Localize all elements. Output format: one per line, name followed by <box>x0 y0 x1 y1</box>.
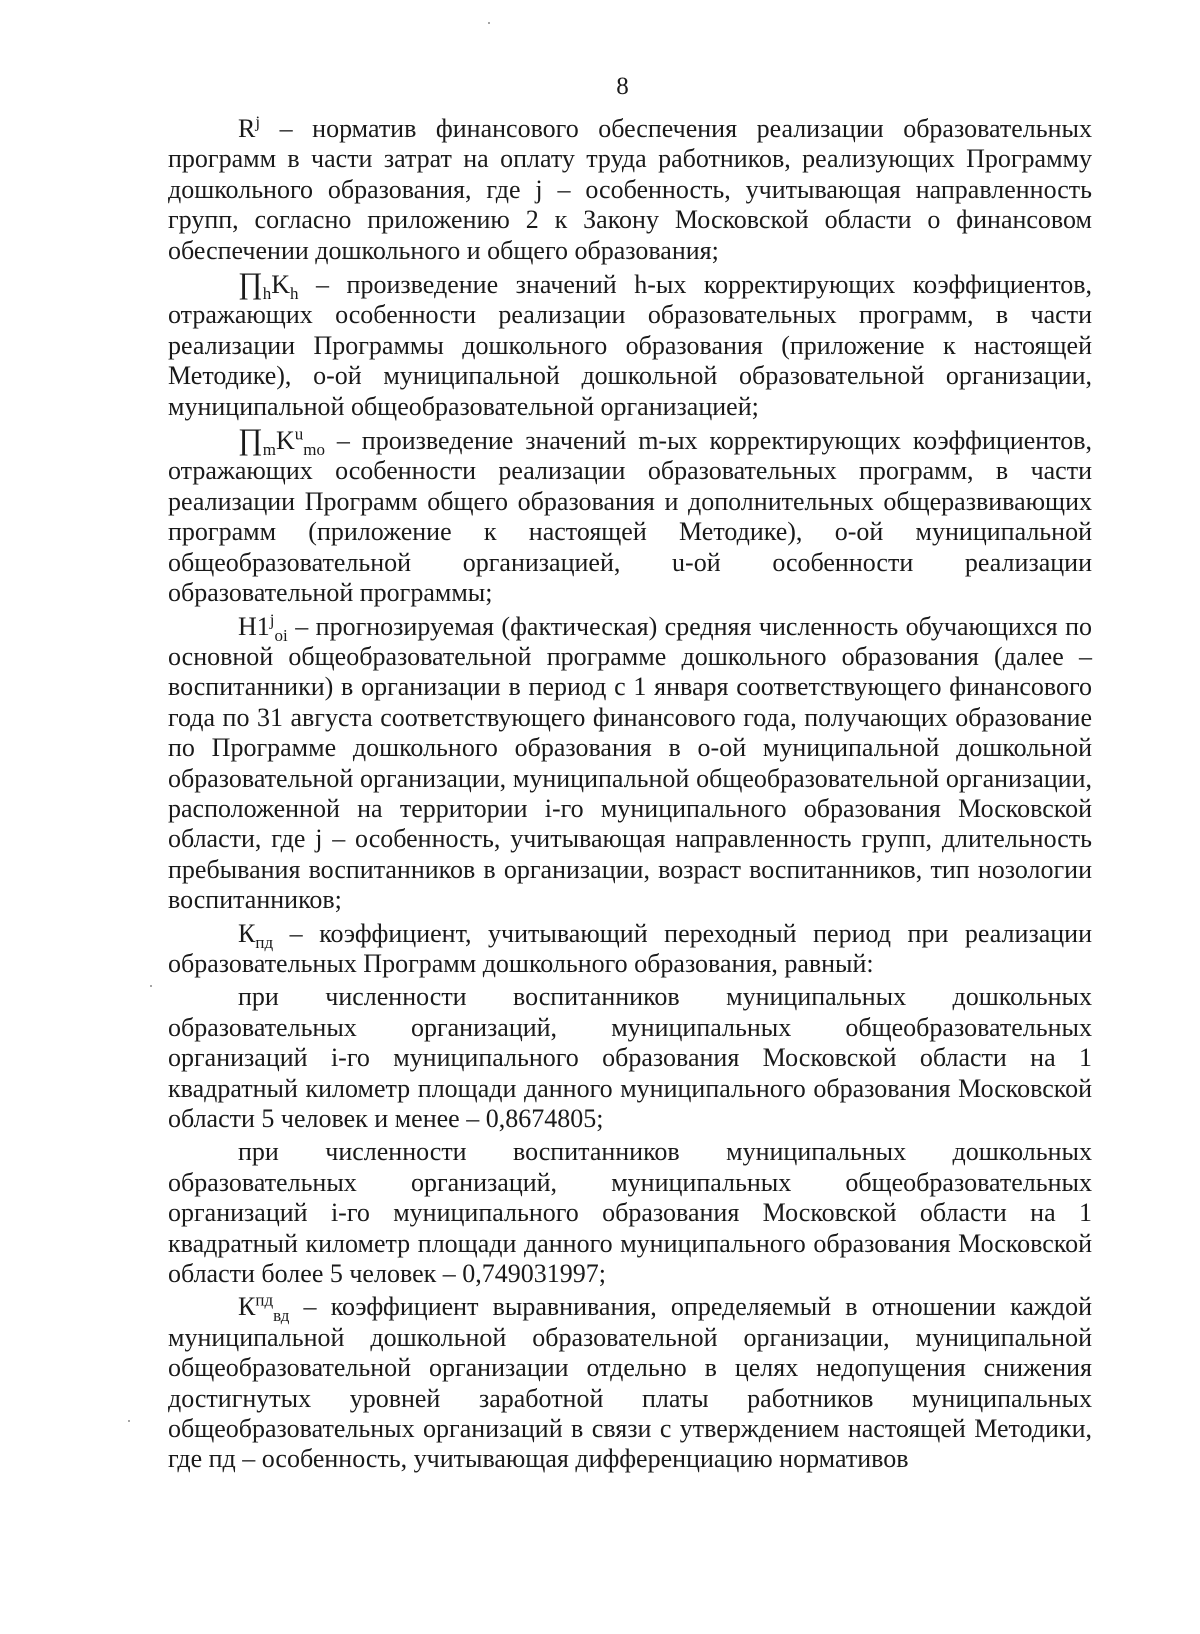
paragraph-text: – коэффициент выравнивания, определяемый в отношении каждой муниципальной дошкольной образовательной организации, муниципальной общеобразовательной организации отдельно в целях недопущения снижения достигнутых уровней заработной платы работников муниципальных общеобразовательных организаций в связи с утверждением настоящей Методики, где пд – особенность, учитывающая дифференциацию нормативов <box>168 1292 1092 1474</box>
paragraph-text: – произведение значений m-ых корректирующих коэффициентов, отражающих особенности реализации образовательных программ, в части реализации Программ общего образования и дополнительных общеразвивающих программ (приложение к настоящей Методике), о-ой муниципальной общеобразовательной организацией, u-ой особенности реализации образовательной программы; <box>168 426 1092 608</box>
symbol-h1: $Н1^j_{oi}$ <box>238 609 288 645</box>
paragraph-kvd <box>168 1292 1092 1474</box>
paragraph-case-2: при численности воспитанников муниципальных дошкольных образовательных организаций, муниципальных общеобразовательных организаций i-го муниципального образования Московской области на 1 квадратный километр площади данного муниципального образования Московской области более 5 человек – 0,749031997; <box>168 1137 1092 1289</box>
paragraph-case-1: при численности воспитанников муниципальных дошкольных образовательных организаций, муниципальных общеобразовательных организаций i-го муниципального образования Московской области на 1 квадратный километр площади данного муниципального образования Московской области 5 человек и менее – 0,8674805; <box>168 982 1092 1133</box>
paragraph-rj <box>168 114 1092 266</box>
symbol-prod-m: $\prod_mK^u_{mo}$ <box>238 423 325 460</box>
scan-speck <box>488 22 490 24</box>
scan-speck <box>150 985 152 987</box>
paragraph-h1 <box>168 609 1092 916</box>
document-body <box>168 114 1092 1475</box>
symbol-kpd: $К_{пд}$ <box>238 918 274 952</box>
paragraph-text: – произведение значений h-ых корректирующих коэффициентов, отражающих особенности реализации образовательных программ, в части реализации Программы дошкольного образования (приложение к настоящей Методике), о-ой муниципальной дошкольной образовательной организации, муниципальной общеобразовательной организацией; <box>168 270 1092 421</box>
paragraph-text: – коэффициент, учитывающий переходный период при реализации образовательных Программ дошкольного образования, равный: <box>168 918 1092 978</box>
paragraph-text: – прогнозируемая (фактическая) средняя численность обучающихся по основной общеобразовательной программе дошкольного образования (далее – воспитанники) в организации в период с 1 января соответствующего финансового года по 31 августа соответствующего финансового года, получающих образование по Программе дошкольного образования в о-ой муниципальной дошкольной образовательной организации, муниципальной общеобразовательной организации, расположенной на территории i-го муниципального образования Московской области, где j – особенность, учитывающая направленность групп, длительность пребывания воспитанников в организации, возраст воспитанников, тип нозологии воспитанников; <box>168 611 1092 915</box>
symbol-rj: $R^j$ <box>238 112 261 143</box>
symbol-kvd: $К^{пд}_{вд}$ <box>238 1290 290 1326</box>
paragraph-text: – норматив финансового обеспечения реализации образовательных программ в части затрат на оплату труда работников, реализующих Программу дошкольного образования, где j – особенность, учитывающая направленность групп, согласно приложению 2 к Закону Московской области о финансовом обеспечении дошкольного и общего образования; <box>168 114 1092 265</box>
paragraph-kpd <box>168 919 1092 980</box>
symbol-prod-h: $\prod_hK_h$ <box>238 267 299 304</box>
page-number: 8 <box>616 73 629 100</box>
paragraph-prod-m <box>168 425 1092 608</box>
paragraph-prod-h <box>168 269 1092 422</box>
scan-speck <box>128 1420 130 1422</box>
